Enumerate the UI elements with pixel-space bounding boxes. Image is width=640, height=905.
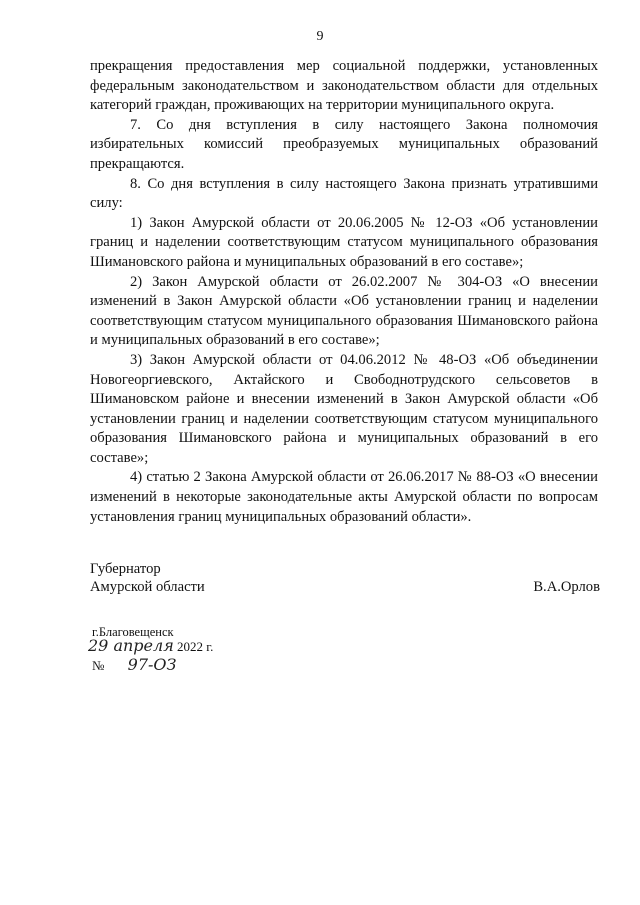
signatory-title — [90, 560, 205, 596]
document-body — [90, 57, 598, 527]
date-row — [88, 636, 213, 655]
list-item-1: 1) Закон Амурской области от 20.06.2005 № 12-ОЗ «Об установлении границ и наделении соответствующим статусом муниципального образования Шимановского района и муниципальных образований в его составе»; — [90, 214, 598, 270]
list-item-2: 2) Закон Амурской области от 26.02.2007 № 304-ОЗ «О внесении изменений в Закон Амурской области «Об установлении границ и наделении соответствующим статусом муниципального образования Шимановского района и муниципальных образований в его составе»; — [90, 273, 598, 349]
paragraph-7: 7. Со дня вступления в силу настоящего Закона полномочия избирательных комиссий преобразуемых муниципальных образований прекращаются. — [90, 116, 598, 172]
handwritten-law-number: 97-ОЗ — [127, 655, 177, 674]
handwritten-date: 29 апреля — [88, 636, 174, 655]
law-number-row — [92, 655, 177, 674]
year: 2022 г. — [177, 639, 214, 654]
signatory-title-line2: Амурской области — [90, 579, 205, 595]
paragraph-continuation: прекращения предоставления мер социальной поддержки, установленных федеральным законодательством и законодательством области для отдельных категорий граждан, проживающих на территории муниципального округа. — [90, 58, 598, 114]
paragraph-8: 8. Со дня вступления в силу настоящего Закона признать утратившими силу: — [90, 175, 598, 212]
list-item-4: 4) статью 2 Закона Амурской области от 26.06.2017 № 88-ОЗ «О внесении изменений в некоторые законодательные акты Амурской области по вопросам установления границ муниципальных образований области». — [90, 469, 598, 525]
list-item-3: 3) Закон Амурской области от 04.06.2012 № 48-ОЗ «Об объединении Новогеоргиевского, Актайского и Свободнотрудского сельсоветов в Шимановском районе и внесении изменений в Закон Амурской области «Об установлении границ и наделении соответствующим статусом муниципального образования Шимановского района и муниципальных образований в его составе»; — [90, 351, 598, 466]
number-label: № — [92, 658, 105, 673]
page-number: 9 — [316, 29, 324, 44]
signatory-name: В.А.Орлов — [533, 579, 600, 595]
place-of-signing: г.Благовещенск — [92, 625, 174, 639]
signature-block — [90, 560, 600, 596]
signatory-title-line1: Губернатор — [90, 561, 161, 577]
